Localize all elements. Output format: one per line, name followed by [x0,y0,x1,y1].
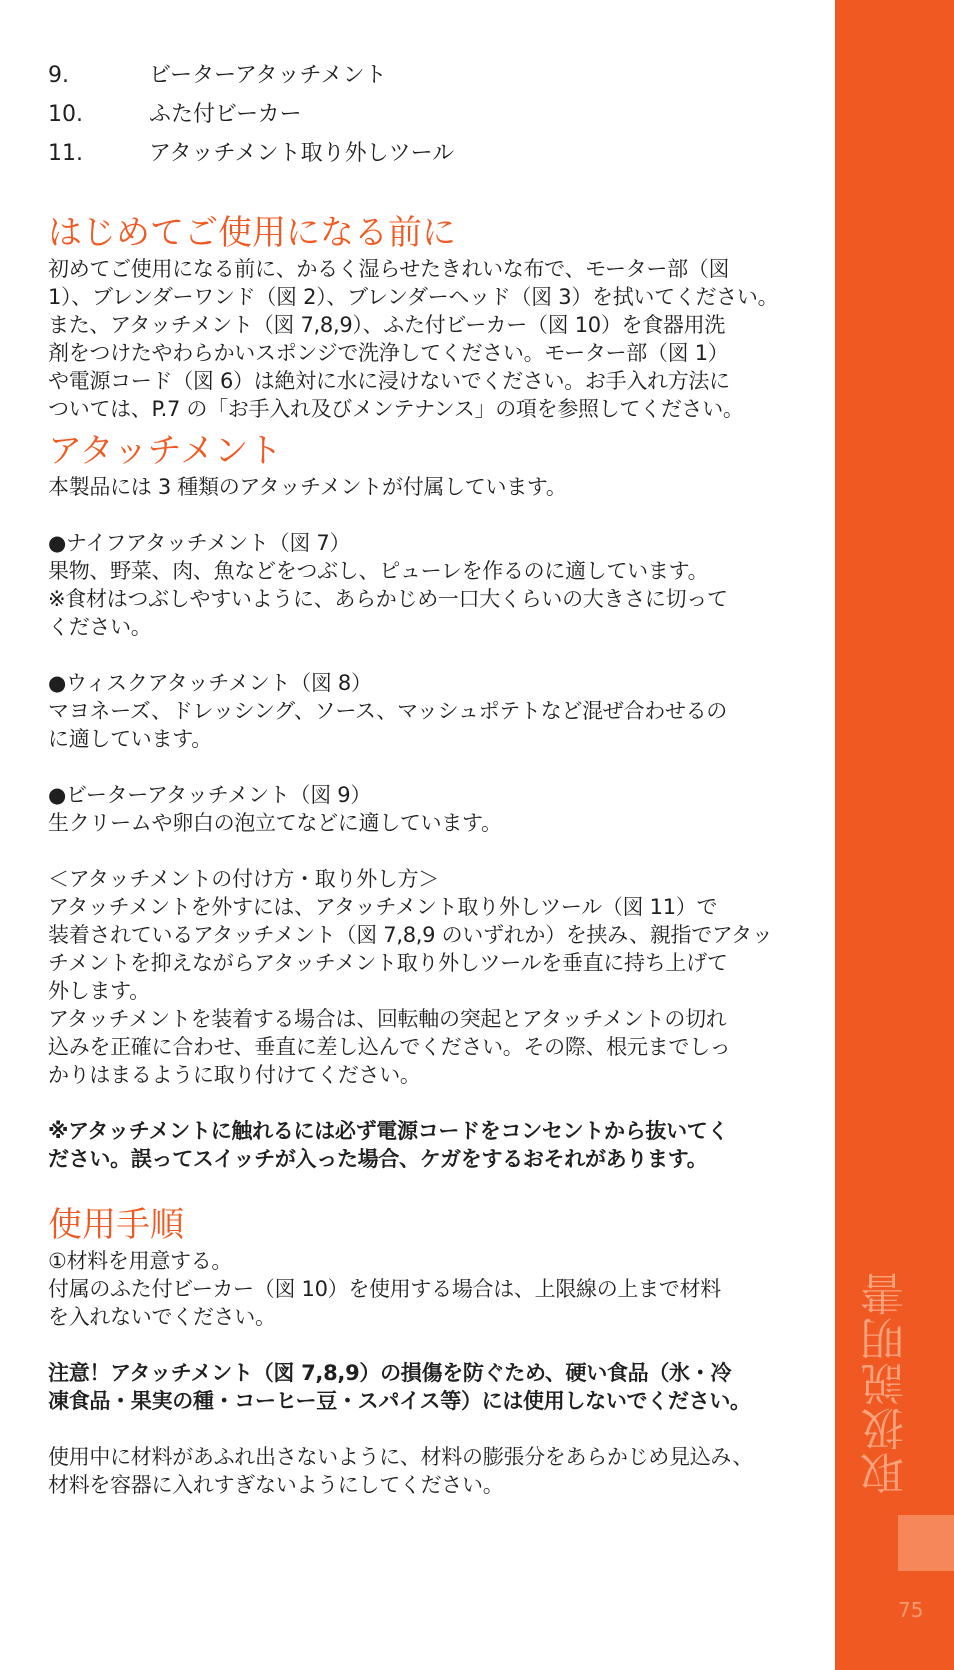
part-label: ふた付ビーカー [149,102,302,127]
text-line: 装着されているアタッチメント（図 7,8,9 のいずれか）を挟み、親指でアタッ [48,923,773,947]
section-title-attachments: アタッチメント [48,431,283,471]
text-line: 1）、ブレンダーワンド（図 2）、ブレンダーヘッド（図 3）を拭いてください。 [48,285,779,309]
text-line: かりはまるように取り付けてください。 [48,1063,421,1087]
text-line: ●ビーターアタッチメント（図 9） [48,783,372,807]
text-line: 果物、野菜、肉、魚などをつぶし、ピューレを作るのに適しています。 [48,559,709,583]
text-line: 初めてご使用になる前に、かるく湿らせたきれいな布で、モーター部（図 [48,257,730,281]
caution-block [48,1359,793,1415]
text-line: また、アタッチメント（図 7,8,9）、ふた付ビーカー（図 10）を食器用洗 [48,313,726,337]
section-title-procedure: 使用手順 [48,1205,184,1245]
list-item [48,95,793,134]
caution-line: 凍食品・果実の種・コーヒー豆・スパイス等）には使用しないでください。 [48,1389,751,1413]
warning-line: ださい。誤ってスイッチが入った場合、ケガをするおそれがあります。 [48,1147,708,1171]
attachments-intro: 本製品には 3 種類のアタッチメントが付属しています。 [48,475,567,499]
text-line: ください。 [48,615,152,639]
text-line: ●ナイフアタッチメント（図 7） [48,531,351,555]
text-line: ＜アタッチメントの付け方・取り外し方＞ [48,867,439,891]
text-line: アタッチメントを装着する場合は、回転軸の突起とアタッチメントの切れ [48,1007,727,1031]
text-line: マヨネーズ、ドレッシング、ソース、マッシュポテトなど混ぜ合わせるの [48,699,728,723]
text-line: 生クリームや卵白の泡立てなどに適しています。 [48,811,502,835]
part-number: 11. [48,141,83,166]
text-line: を入れないでください。 [48,1305,276,1329]
caution-line: 注意！アタッチメント（図 7,8,9）の損傷を防ぐため、硬い食品（氷・冷 [48,1361,732,1385]
text-line: 込みを正確に合わせ、垂直に差し込んでください。その際、根元までしっ [48,1035,731,1059]
procedure-body [48,1247,793,1499]
attachment-warning-block [48,1117,793,1173]
beater-attachment-block [48,781,793,837]
text-line: ①材料を用意する。 [48,1249,233,1273]
list-item [48,134,793,173]
knife-attachment-block [48,529,793,641]
note-block [48,1443,793,1499]
part-label: アタッチメント取り外しツール [149,141,455,166]
sidebar-tab-marker [898,1515,954,1571]
mounting-instructions-block [48,865,793,1089]
part-number: 10. [48,102,83,127]
section-title-before-use: はじめてご使用になる前に [48,213,456,253]
part-number: 9. [48,63,69,88]
text-line: に適しています。 [48,727,212,751]
text-line: チメントを抑えながらアタッチメント取り外しツールを垂直に持ち上げて [48,951,728,975]
step-1-block [48,1247,793,1331]
sidebar-title: 取扱説明書 [861,1271,912,1496]
before-use-body [48,255,793,423]
attachments-body [48,473,793,1173]
text-line: アタッチメントを外すには、アタッチメント取り外しツール（図 11）で [48,895,718,919]
text-line: ●ウィスクアタッチメント（図 8） [48,671,372,695]
text-line: 使用中に材料があふれ出さないように、材料の膨張分をあらかじめ見込み、 [48,1445,754,1469]
warning-line: ※アタッチメントに触れるには必ず電源コードをコンセントから抜いてく [48,1119,729,1143]
part-label: ビーターアタッチメント [149,63,387,88]
text-line: 付属のふた付ビーカー（図 10）を使用する場合は、上限線の上まで材料 [48,1277,721,1301]
text-line: 剤をつけたやわらかいスポンジで洗浄してください。モーター部（図 1） [48,341,729,365]
parts-list [48,56,793,173]
text-line: 外します。 [48,979,150,1003]
main-content [48,56,793,1499]
text-line: ※食材はつぶしやすいように、あらかじめ一口大くらいの大きさに切って [48,587,728,611]
whisk-attachment-block [48,669,793,753]
page-number: 75 [898,1598,924,1622]
list-item [48,56,793,95]
text-line: 材料を容器に入れすぎないようにしてください。 [48,1473,504,1497]
text-line: や電源コード（図 6）は絶対に水に浸けないでください。お手入れ方法に [48,369,730,393]
text-line: ついては、P.7 の「お手入れ及びメンテナンス」の項を参照してください。 [48,397,744,421]
